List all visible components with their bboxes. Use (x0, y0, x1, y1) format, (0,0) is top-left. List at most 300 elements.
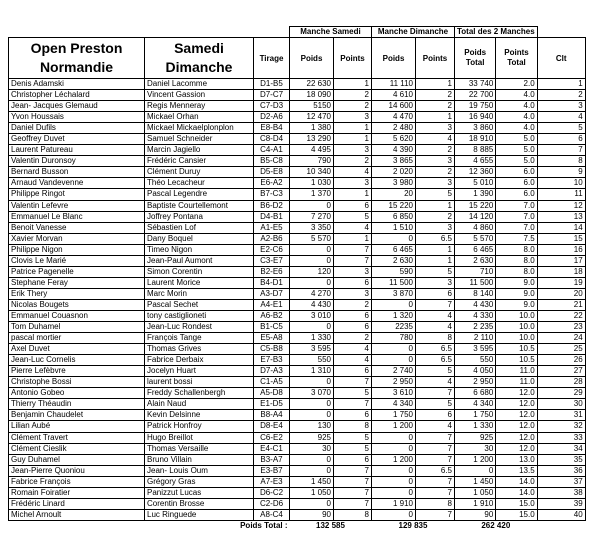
clt-cell: 9 (537, 167, 585, 178)
angler-samedi-cell: Clément Cieslik (9, 443, 145, 454)
angler-samedi-cell: Christophe Bossi (9, 377, 145, 388)
points-dimanche-cell: 4 (416, 134, 455, 145)
points-total-cell: 13.0 (496, 454, 537, 465)
tirage-cell: C8-D4 (254, 134, 290, 145)
tirage-cell: C6-E2 (254, 432, 290, 443)
clt-cell: 25 (537, 344, 585, 355)
table-row (9, 333, 586, 344)
poids-samedi-cell: 0 (290, 322, 334, 333)
tirage-cell: A4-E1 (254, 299, 290, 310)
points-dimanche-cell: 6.5 (416, 355, 455, 366)
table-row (9, 79, 586, 90)
tirage-cell: B7-C3 (254, 189, 290, 200)
table-row (9, 112, 586, 123)
totals-dimanche: 129 835 (398, 521, 428, 531)
points-samedi-cell: 3 (334, 145, 372, 156)
poids-samedi-cell: 925 (290, 432, 334, 443)
angler-dimanche-cell: Sébastien Lof (145, 222, 254, 233)
angler-dimanche-cell: Pascal Sechet (145, 299, 254, 310)
clt-cell: 10 (537, 178, 585, 189)
poids-dimanche-header: Poids (372, 38, 416, 79)
poids-dimanche-cell: 3 865 (372, 156, 416, 167)
points-dimanche-cell: 3 (416, 156, 455, 167)
angler-dimanche-cell: Regis Menneray (145, 101, 254, 112)
tirage-cell: E8-B4 (254, 123, 290, 134)
poids-total-cell: 90 (455, 509, 496, 520)
points-dimanche-cell: 5 (416, 189, 455, 200)
angler-samedi-cell: pascal mortier (9, 333, 145, 344)
points-total-header: Points Total (496, 38, 537, 79)
points-samedi-cell: 4 (334, 355, 372, 366)
table-row (9, 288, 586, 299)
tirage-cell: D7-A3 (254, 366, 290, 377)
angler-dimanche-cell: Baptiste Courtellemont (145, 200, 254, 211)
poids-dimanche-cell: 0 (372, 299, 416, 310)
tirage-cell: D2-A6 (254, 112, 290, 123)
table-row (9, 377, 586, 388)
table-row (9, 421, 586, 432)
tirage-cell: D8-E4 (254, 421, 290, 432)
points-total-cell: 12.0 (496, 410, 537, 421)
table-row (9, 101, 586, 112)
poids-samedi-cell: 90 (290, 509, 334, 520)
angler-dimanche-cell: tony castiglioneti (145, 310, 254, 321)
points-total-cell: 12.0 (496, 432, 537, 443)
points-samedi-cell: 4 (334, 167, 372, 178)
points-samedi-cell: 2 (334, 299, 372, 310)
angler-samedi-cell: Emmanuel Couasnon (9, 310, 145, 321)
tirage-cell: D7-C7 (254, 90, 290, 101)
points-dimanche-cell: 2 (416, 167, 455, 178)
angler-samedi-cell: Valentin Lefevre (9, 200, 145, 211)
points-total-cell: 9.0 (496, 277, 537, 288)
points-samedi-cell: 1 (334, 123, 372, 134)
points-samedi-cell: 7 (334, 244, 372, 255)
points-samedi-cell: 5 (334, 443, 372, 454)
poids-dimanche-cell: 0 (372, 443, 416, 454)
table-row (9, 399, 586, 410)
manche-samedi-header: Manche Samedi (290, 27, 372, 38)
points-samedi-cell: 6 (334, 310, 372, 321)
angler-samedi-cell: Emmanuel Le Blanc (9, 211, 145, 222)
points-dimanche-cell: 1 (416, 79, 455, 90)
poids-total-cell: 2 950 (455, 377, 496, 388)
poids-dimanche-cell: 11 500 (372, 277, 416, 288)
clt-cell: 24 (537, 333, 585, 344)
points-samedi-cell: 5 (334, 388, 372, 399)
tirage-cell: C2-D6 (254, 498, 290, 509)
poids-dimanche-cell: 14 600 (372, 101, 416, 112)
angler-dimanche-cell: Jocelyn Huart (145, 366, 254, 377)
tirage-cell: A5-D8 (254, 388, 290, 399)
angler-dimanche-cell: Théo Lecacheur (145, 178, 254, 189)
points-total-cell: 7.0 (496, 222, 537, 233)
poids-samedi-cell: 1 330 (290, 333, 334, 344)
angler-dimanche-cell: Marcin Jagiello (145, 145, 254, 156)
angler-dimanche-cell: Bruno Villain (145, 454, 254, 465)
poids-dimanche-cell: 2 630 (372, 255, 416, 266)
angler-samedi-cell: Daniel Dufils (9, 123, 145, 134)
clt-cell: 21 (537, 299, 585, 310)
event-title-line2: Normandie (39, 59, 114, 75)
angler-samedi-cell: Valentin Duronsoy (9, 156, 145, 167)
poids-samedi-cell: 0 (290, 377, 334, 388)
clt-cell: 15 (537, 233, 585, 244)
clt-cell: 33 (537, 432, 585, 443)
poids-total-cell: 1 200 (455, 454, 496, 465)
angler-samedi-cell: Benoit Vanesse (9, 222, 145, 233)
poids-dimanche-cell: 590 (372, 266, 416, 277)
poids-samedi-cell: 13 290 (290, 134, 334, 145)
points-dimanche-cell: 2 (416, 90, 455, 101)
points-dimanche-cell: 6.5 (416, 465, 455, 476)
table-row (9, 310, 586, 321)
angler-dimanche-cell: Laurent Morice (145, 277, 254, 288)
table-row (9, 410, 586, 421)
points-samedi-cell: 3 (334, 178, 372, 189)
poids-samedi-cell: 1 370 (290, 189, 334, 200)
event-title-line1: Open Preston (30, 40, 123, 56)
poids-dimanche-cell: 1 750 (372, 410, 416, 421)
angler-samedi-cell: Yvon Houssais (9, 112, 145, 123)
clt-cell: 14 (537, 222, 585, 233)
points-total-cell: 4.0 (496, 90, 537, 101)
angler-dimanche-cell: Samuel Schneider (145, 134, 254, 145)
angler-dimanche-cell: Patrick Honfroy (145, 421, 254, 432)
table-row (9, 189, 586, 200)
tirage-cell: D5-E8 (254, 167, 290, 178)
points-dimanche-cell: 4 (416, 310, 455, 321)
angler-dimanche-cell: Thomas Versaille (145, 443, 254, 454)
poids-dimanche-cell: 2 950 (372, 377, 416, 388)
table-row (9, 167, 586, 178)
angler-dimanche-cell: Dany Boquel (145, 233, 254, 244)
points-total-cell: 6.0 (496, 167, 537, 178)
angler-dimanche-cell: Freddy Schallenbergh (145, 388, 254, 399)
tirage-header: Tirage (254, 38, 290, 79)
poids-samedi-cell: 550 (290, 355, 334, 366)
points-total-cell: 7.5 (496, 233, 537, 244)
poids-dimanche-cell: 4 610 (372, 90, 416, 101)
poids-total-cell: 14 120 (455, 211, 496, 222)
points-total-cell: 10.0 (496, 310, 537, 321)
table-row (9, 487, 586, 498)
poids-dimanche-cell: 2 740 (372, 366, 416, 377)
points-total-cell: 4.0 (496, 101, 537, 112)
points-total-cell: 6.0 (496, 178, 537, 189)
poids-samedi-cell: 130 (290, 421, 334, 432)
poids-samedi-cell: 0 (290, 244, 334, 255)
poids-dimanche-cell: 0 (372, 465, 416, 476)
table-row (9, 443, 586, 454)
poids-total-cell: 6 465 (455, 244, 496, 255)
poids-total-cell: 1 050 (455, 487, 496, 498)
angler-samedi-cell: Philippe Ringot (9, 189, 145, 200)
angler-samedi-cell: Jean-Luc Cornelis (9, 355, 145, 366)
totals-grand: 262 420 (481, 521, 511, 531)
table-row (9, 498, 586, 509)
points-samedi-cell: 5 (334, 432, 372, 443)
table-row (9, 454, 586, 465)
points-dimanche-cell: 7 (416, 476, 455, 487)
points-samedi-cell: 1 (334, 189, 372, 200)
clt-cell: 7 (537, 145, 585, 156)
poids-dimanche-cell: 0 (372, 355, 416, 366)
poids-total-cell: 8 885 (455, 145, 496, 156)
tirage-cell: B2-E6 (254, 266, 290, 277)
poids-total-cell: 2 235 (455, 322, 496, 333)
points-samedi-cell: 1 (334, 233, 372, 244)
poids-dimanche-cell: 0 (372, 344, 416, 355)
points-total-cell: 9.0 (496, 288, 537, 299)
angler-dimanche-cell: Alain Naud (145, 399, 254, 410)
poids-dimanche-cell: 0 (372, 487, 416, 498)
points-total-cell: 12.0 (496, 399, 537, 410)
points-samedi-cell: 6 (334, 366, 372, 377)
angler-samedi-cell: Nicolas Bougets (9, 299, 145, 310)
tirage-cell: B5-C8 (254, 156, 290, 167)
table-row (9, 509, 586, 520)
poids-samedi-cell: 0 (290, 454, 334, 465)
poids-total-cell: 4 655 (455, 156, 496, 167)
table-row (9, 145, 586, 156)
points-samedi-cell: 6 (334, 277, 372, 288)
points-dimanche-cell: 5 (416, 399, 455, 410)
angler-samedi-cell: Patrice Pagenelle (9, 266, 145, 277)
poids-samedi-cell: 10 340 (290, 167, 334, 178)
tirage-cell: B6-D2 (254, 200, 290, 211)
angler-dimanche-cell: Joffrey Pontana (145, 211, 254, 222)
angler-samedi-cell: Stephane Feray (9, 277, 145, 288)
poids-dimanche-cell: 2 020 (372, 167, 416, 178)
table-row (9, 255, 586, 266)
points-total-cell: 9.0 (496, 299, 537, 310)
tirage-cell: A6-B2 (254, 310, 290, 321)
poids-total-cell: 6 680 (455, 388, 496, 399)
poids-dimanche-cell: 6 850 (372, 211, 416, 222)
days-title-dimanche: Dimanche (165, 59, 233, 75)
poids-samedi-cell: 1 380 (290, 123, 334, 134)
poids-samedi-cell: 3 595 (290, 344, 334, 355)
points-dimanche-cell: 1 (416, 244, 455, 255)
angler-dimanche-cell: François Tange (145, 333, 254, 344)
angler-dimanche-cell: Marc Morin (145, 288, 254, 299)
table-row (9, 344, 586, 355)
header-row-top (9, 27, 586, 38)
poids-samedi-cell: 0 (290, 465, 334, 476)
poids-total-cell: 15 220 (455, 200, 496, 211)
poids-dimanche-cell: 11 110 (372, 79, 416, 90)
poids-samedi-cell: 120 (290, 266, 334, 277)
clt-cell: 11 (537, 189, 585, 200)
poids-dimanche-cell: 0 (372, 509, 416, 520)
poids-samedi-cell: 0 (290, 200, 334, 211)
angler-samedi-cell: Bernard Busson (9, 167, 145, 178)
table-row (9, 211, 586, 222)
clt-cell: 12 (537, 200, 585, 211)
table-row (9, 200, 586, 211)
points-dimanche-cell: 7 (416, 388, 455, 399)
total-manches-header: Total des 2 Manches (455, 27, 538, 38)
clt-cell: 5 (537, 123, 585, 134)
clt-cell: 1 (537, 79, 585, 90)
angler-dimanche-cell: Kevin Delsinne (145, 410, 254, 421)
points-total-cell: 10.5 (496, 344, 537, 355)
table-row (9, 222, 586, 233)
poids-total-cell: 4 430 (455, 299, 496, 310)
table-row (9, 134, 586, 145)
angler-samedi-cell: Arnaud Vandevenne (9, 178, 145, 189)
totals-empty-1 (9, 520, 145, 532)
angler-samedi-cell: Denis Adamski (9, 79, 145, 90)
points-dimanche-cell: 7 (416, 454, 455, 465)
points-samedi-cell: 7 (334, 399, 372, 410)
angler-dimanche-cell: Mickael Mickaelplonplon (145, 123, 254, 134)
points-samedi-cell: 3 (334, 266, 372, 277)
angler-samedi-cell: Clément Travert (9, 432, 145, 443)
table-row (9, 299, 586, 310)
poids-total-cell: 4 330 (455, 310, 496, 321)
points-total-cell: 15.0 (496, 498, 537, 509)
points-dimanche-cell: 1 (416, 112, 455, 123)
points-dimanche-cell: 8 (416, 498, 455, 509)
poids-total-cell: 925 (455, 432, 496, 443)
angler-samedi-cell: Lilian Aubé (9, 421, 145, 432)
clt-cell: 37 (537, 476, 585, 487)
poids-samedi-cell: 0 (290, 410, 334, 421)
poids-total-cell: 8 140 (455, 288, 496, 299)
points-samedi-cell: 2 (334, 90, 372, 101)
clt-cell: 35 (537, 454, 585, 465)
clt-cell: 19 (537, 277, 585, 288)
points-total-cell: 15.0 (496, 509, 537, 520)
points-samedi-cell: 7 (334, 255, 372, 266)
tirage-cell: C4-A1 (254, 145, 290, 156)
points-samedi-cell: 7 (334, 498, 372, 509)
poids-total-cell: 710 (455, 266, 496, 277)
tirage-cell: E5-A8 (254, 333, 290, 344)
points-dimanche-cell: 1 (416, 200, 455, 211)
angler-samedi-cell: Pierre Lefèbvre (9, 366, 145, 377)
poids-dimanche-cell: 1 200 (372, 454, 416, 465)
table-row (9, 156, 586, 167)
poids-samedi-cell: 5 570 (290, 233, 334, 244)
points-dimanche-cell: 6.5 (416, 233, 455, 244)
points-dimanche-cell: 7 (416, 509, 455, 520)
points-total-cell: 4.0 (496, 123, 537, 134)
points-total-cell: 8.0 (496, 255, 537, 266)
angler-samedi-cell: Romain Foiratier (9, 487, 145, 498)
poids-samedi-cell: 4 270 (290, 288, 334, 299)
table-row (9, 123, 586, 134)
poids-samedi-cell: 0 (290, 277, 334, 288)
tirage-cell: C1-A5 (254, 377, 290, 388)
poids-dimanche-cell: 20 (372, 189, 416, 200)
poids-total-cell: 3 595 (455, 344, 496, 355)
table-row (9, 388, 586, 399)
totals-samedi: 132 585 (316, 521, 345, 531)
tirage-cell: B3-A7 (254, 454, 290, 465)
tirage-cell: A7-E3 (254, 476, 290, 487)
points-samedi-cell: 6 (334, 322, 372, 333)
clt-cell: 13 (537, 211, 585, 222)
poids-total-cell: 5 010 (455, 178, 496, 189)
table-row (9, 277, 586, 288)
angler-dimanche-cell: Fabrice Derbaix (145, 355, 254, 366)
poids-total-cell: 5 570 (455, 233, 496, 244)
days-title-samedi: Samedi (174, 40, 224, 56)
poids-samedi-cell: 790 (290, 156, 334, 167)
poids-total-cell: 11 500 (455, 277, 496, 288)
totals-label: Poids Total : (240, 521, 288, 531)
points-dimanche-cell: 4 (416, 322, 455, 333)
table-row (9, 465, 586, 476)
table-row (9, 322, 586, 333)
points-total-cell: 10.0 (496, 322, 537, 333)
points-dimanche-cell: 6 (416, 410, 455, 421)
poids-dimanche-cell: 15 220 (372, 200, 416, 211)
poids-samedi-cell: 1 050 (290, 487, 334, 498)
poids-dimanche-cell: 1 320 (372, 310, 416, 321)
poids-samedi-cell: 18 090 (290, 90, 334, 101)
table-row (9, 233, 586, 244)
points-total-cell: 12.0 (496, 443, 537, 454)
clt-cell: 16 (537, 244, 585, 255)
totals-empty-2 (537, 520, 585, 532)
poids-dimanche-cell: 4 390 (372, 145, 416, 156)
clt-cell: 38 (537, 487, 585, 498)
angler-samedi-cell: Michel Arnoult (9, 509, 145, 520)
points-dimanche-cell: 7 (416, 299, 455, 310)
clt-cell: 2 (537, 90, 585, 101)
points-dimanche-cell: 5 (416, 266, 455, 277)
points-samedi-cell: 2 (334, 156, 372, 167)
points-samedi-cell: 1 (334, 79, 372, 90)
poids-samedi-cell: 3 350 (290, 222, 334, 233)
points-dimanche-cell: 3 (416, 222, 455, 233)
tirage-cell: D6-C2 (254, 487, 290, 498)
table-row (9, 355, 586, 366)
poids-total-cell: 19 750 (455, 101, 496, 112)
points-dimanche-cell: 5 (416, 366, 455, 377)
clt-cell: 8 (537, 156, 585, 167)
tirage-cell: D4-B1 (254, 211, 290, 222)
poids-dimanche-cell: 1 200 (372, 421, 416, 432)
angler-samedi-cell: Jean-Pierre Quoniou (9, 465, 145, 476)
poids-dimanche-cell: 2235 (372, 322, 416, 333)
points-samedi-cell: 1 (334, 134, 372, 145)
points-total-cell: 14.0 (496, 487, 537, 498)
points-samedi-cell: 6 (334, 200, 372, 211)
tirage-cell: A2-B6 (254, 233, 290, 244)
poids-total-cell: 30 (455, 443, 496, 454)
points-total-cell: 5.0 (496, 134, 537, 145)
poids-samedi-cell: 3 070 (290, 388, 334, 399)
poids-total-cell: 33 740 (455, 79, 496, 90)
points-dimanche-cell: 6 (416, 288, 455, 299)
points-dimanche-cell: 7 (416, 443, 455, 454)
tirage-cell: D1-B5 (254, 79, 290, 90)
points-samedi-cell: 7 (334, 476, 372, 487)
manche-dimanche-header: Manche Dimanche (372, 27, 455, 38)
points-total-cell: 10.0 (496, 333, 537, 344)
points-dimanche-cell: 2 (416, 101, 455, 112)
points-samedi-cell: 7 (334, 487, 372, 498)
angler-samedi-cell: Frédéric Linard (9, 498, 145, 509)
angler-samedi-cell: Tom Duhamel (9, 322, 145, 333)
poids-total-cell: 4 860 (455, 222, 496, 233)
tirage-cell: B4-D1 (254, 277, 290, 288)
